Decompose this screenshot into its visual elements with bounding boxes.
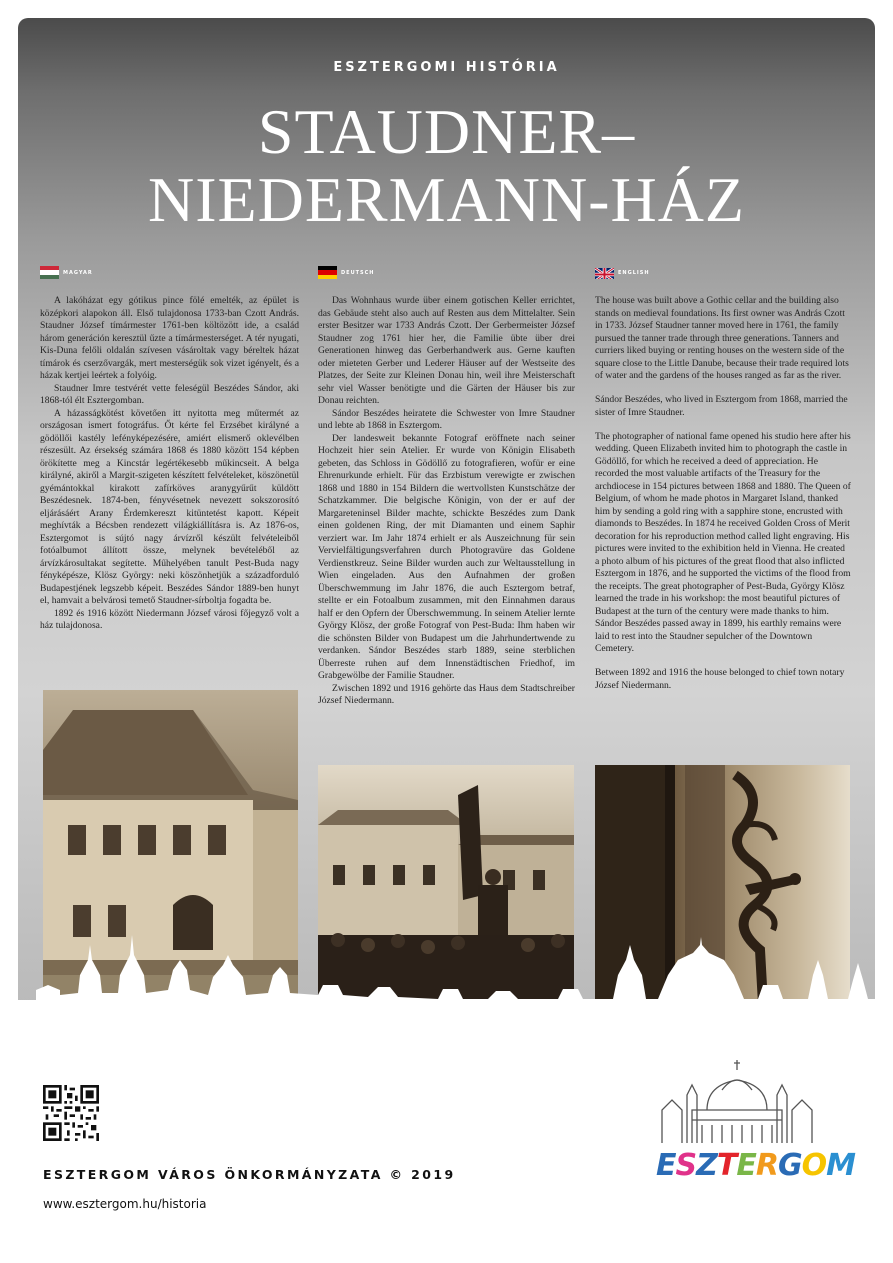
logo-letter-3: Z xyxy=(696,1148,717,1183)
paragraph-de-1: Das Wohnhaus wurde über einem gotischen Keller errichtet, das Gebäude steht also auch auf Resten aus dem Mittelalter. Sein erster Besitzer war 1733 András Czott. Der Gerbermeister József Staudner zog 1761 hier her, die Familie übte über drei Generationen hinweg das Gerberhandwerk aus. Gerne kauften oder mieteten Gerber und Lederer Häuser auf der Westseite des Platzes, der Seite zur Kleinen Donau hin, weil ihre Meisterschaft sehr viel Wasser benötigte und die Gärten der Häuser bis zur Donau reichten. xyxy=(318,295,575,406)
paragraph-hu-3: A házasságkötést követően itt nyitotta meg műtermét az országosan ismert fotográfus. Őt kérte fel Erzsébet királyné a gödöllői kastély lefényképezésére, amiért elismerő oklevélben részesült. Az érsekség számára 1868 és 1880 között 154 képben örökítette meg a Kincstár legértékesebb műkincseit. A belga királyné, akiről a Margit-szigeten készített felvételeket, köszönetül gyémántokkal kirakott zafírköves aranygyűrűt küldött Beszédesnek. 1874-ben, fényvésetnek nevezett sokszorosító eljárásáért Arany Érdemkereszt kitüntetést kapott. Képeit meghívták a Bécsben rendezett világkiállításra is. Az 1876-os, Esztergomot is sújtó nagy árvízről készült felvételeiből fotóalbumot állított össze, melynek bevételéből az árvízkárosultakat segítette. Műhelyében tanult Pest-Buda nagy fényképésze, Klösz György: neki köszönhetjük a századforduló Budapestjének legszebb képeit. Beszédes Sándor 1889-ben hunyt el, hamvait a belvárosi temető Staudner-sírboltja fogadta be. xyxy=(40,407,299,606)
uk-flag-icon xyxy=(595,266,614,279)
logo-letter-6: R xyxy=(755,1148,778,1183)
qr-code[interactable] xyxy=(43,1085,99,1141)
city-skyline-silhouette xyxy=(18,915,875,1045)
paragraph-de-2: Sándor Beszédes heiratete die Schwester von Imre Staudner und lebte ab 1868 in Esztergom. xyxy=(318,407,575,431)
lang-label-en: ENGLISH xyxy=(618,269,650,276)
german-flag-icon xyxy=(318,266,337,279)
page-title xyxy=(0,98,893,234)
logo-letter-1: E xyxy=(656,1148,676,1183)
paragraph-en-4: Between 1892 and 1916 the house belonged to chief town notary József Niedermann. xyxy=(595,667,845,691)
footer-organization: ESZTERGOM VÁROS ÖNKORMÁNYZATA © 2019 xyxy=(43,1167,456,1182)
paragraph-en-3: The photographer of national fame opened his studio here after his wedding. Queen Elizabeth invited him to photograph the castle in Gödöllő, for which he received a deed of appreciation. He recorded the most valuable artifacts of the Treasury for the archdiocese in 154 pictures between 1868 and 1880. The Queen of Belgium, of whom he made photos in Margaret Island, thanked him by sending a gold ring with a sapphire stone, encrusted with diamonds to Beszédes. In 1874 he received Golden Cross of Merit decoration for his reproduction method called light engraving. His pictures were invited to the exhibition held in Vienna. He created a photo album of his pictures of the great flood that also inflicted Esztergom in 1876, and he supported the victims of the flood from the receipts. The great photographer of Pest-Buda, György Klösz learned the trade in his workshop: the most beautiful pictures of Budapest at the turn of the century were made thanks to him. Sándor Beszédes passed away in 1899, his earthly remains were laid to rest into the Staudner sepulcher of the Downtown Cemetery. xyxy=(595,430,851,654)
text-column-german xyxy=(318,295,575,708)
logo-letter-5: E xyxy=(736,1148,756,1183)
hungarian-flag-icon xyxy=(40,266,59,279)
logo-letter-8: O xyxy=(801,1148,827,1183)
title-line-1: STAUDNER– xyxy=(257,96,636,167)
text-column-english xyxy=(595,295,851,704)
paragraph-de-4: Zwischen 1892 und 1916 gehörte das Haus dem Stadtschreiber József Niedermann. xyxy=(318,682,575,706)
lang-label-de: DEUTSCH xyxy=(341,269,375,276)
basilica-logo-icon xyxy=(652,1055,822,1145)
paragraph-en-1: The house was built above a Gothic cellar and the building also stands on medieval foundations. Its first owner was András Czott in 1733. József Staudner tanner moved here in 1761, the family pursued the tanner trade through three generations. Tanners and curriers liked buying or renting houses on the western side of the square close to the Little Danube, because their trade required lots of water and the gardens of the houses ranged as far as the river. xyxy=(595,295,849,381)
text-column-hungarian xyxy=(40,295,299,633)
paragraph-hu-2: Staudner Imre testvérét vette feleségül Beszédes Sándor, aki 1868-tól élt Esztergomban. xyxy=(40,382,299,406)
footer-website-link[interactable]: www.esztergom.hu/historia xyxy=(43,1197,207,1211)
paragraph-en-2: Sándor Beszédes, who lived in Esztergom from 1868, married the sister of Imre Staudner. xyxy=(595,394,848,418)
logo-letter-9: M xyxy=(826,1148,855,1183)
paragraph-hu-4: 1892 és 1916 között Niedermann József városi főjegyző volt a ház tulajdonosa. xyxy=(40,607,299,631)
lang-label-hu: MAGYAR xyxy=(63,269,93,276)
lang-header-en xyxy=(595,266,650,279)
logo-letter-2: S xyxy=(675,1148,697,1183)
logo-letter-4: T xyxy=(716,1148,737,1183)
paragraph-de-3: Der landesweit bekannte Fotograf eröffnete nach seiner Hochzeit hier sein Atelier. Er wurde von Königin Elisabeth gebeten, das Schloss in Gödöllő zu fotografieren, wofür er eine Ehrenurkunde erhielt. Für das Erzbistum verewigte er zwischen 1868 und 1880 in 154 Bildern die wertvollsten Kunstschätze der Schatzkammer. Die belgische Königin, von der er auf der Margareteninsel Bilder machte, schickte Beszédes zum Dank einen goldenen Ring, der mit Diamanten und einem Saphir verziert war. Im Jahr 1874 erhielt er als Auszeichnung für sein Vervielfältigungsverfahren durch Photogravüre das Goldene Verdienstkreuz. Seine Bilder wurden auch zur Weltausstellung in Wien eingeladen. Aus den Aufnahmen der großen Überschwemmung im Jahr 1876, die auch Esztergom betraf, stellte er ein Fotoalbum zusammen, mit den Einnahmen daraus half er den Opfern der Überschwemmung. In seinem Atelier lernte György Klösz, der große Fotograf von Pest-Buda: Ihm haben wir die schönsten Bilder von Budapest um die Jahrhundertwende zu verdanken. Sándor Beszédes starb 1889, seine sterblichen Überreste ruhen auf dem Innenstädtischen Friedhof, im Grabgewölbe der Familie Staudner. xyxy=(318,432,575,681)
series-label: ESZTERGOMI HISTÓRIA xyxy=(333,60,560,75)
lang-header-de xyxy=(318,266,375,279)
paragraph-hu-1: A lakóházat egy gótikus pince fölé emelték, az épület is középkori alapokon áll. Első tulajdonosa 1733-ban Czott András. Staudner József tímármester 1761-ben költözött ide, a család három generáción keresztül űzte a tímármesterséget. A tér nyugati, Kis-Duna felőli oldalán szívesen vásároltak vagy béreltek házat tímárok és cserzővargák, mert mesterségük sok vizet igényelt, és a házak kertjei leértek a folyóig. xyxy=(40,295,299,381)
title-line-2: NIEDERMANN-HÁZ xyxy=(147,164,746,235)
logo-letter-7: G xyxy=(777,1148,802,1183)
esztergom-logo-text xyxy=(656,1148,855,1183)
lang-header-hu xyxy=(40,266,93,279)
